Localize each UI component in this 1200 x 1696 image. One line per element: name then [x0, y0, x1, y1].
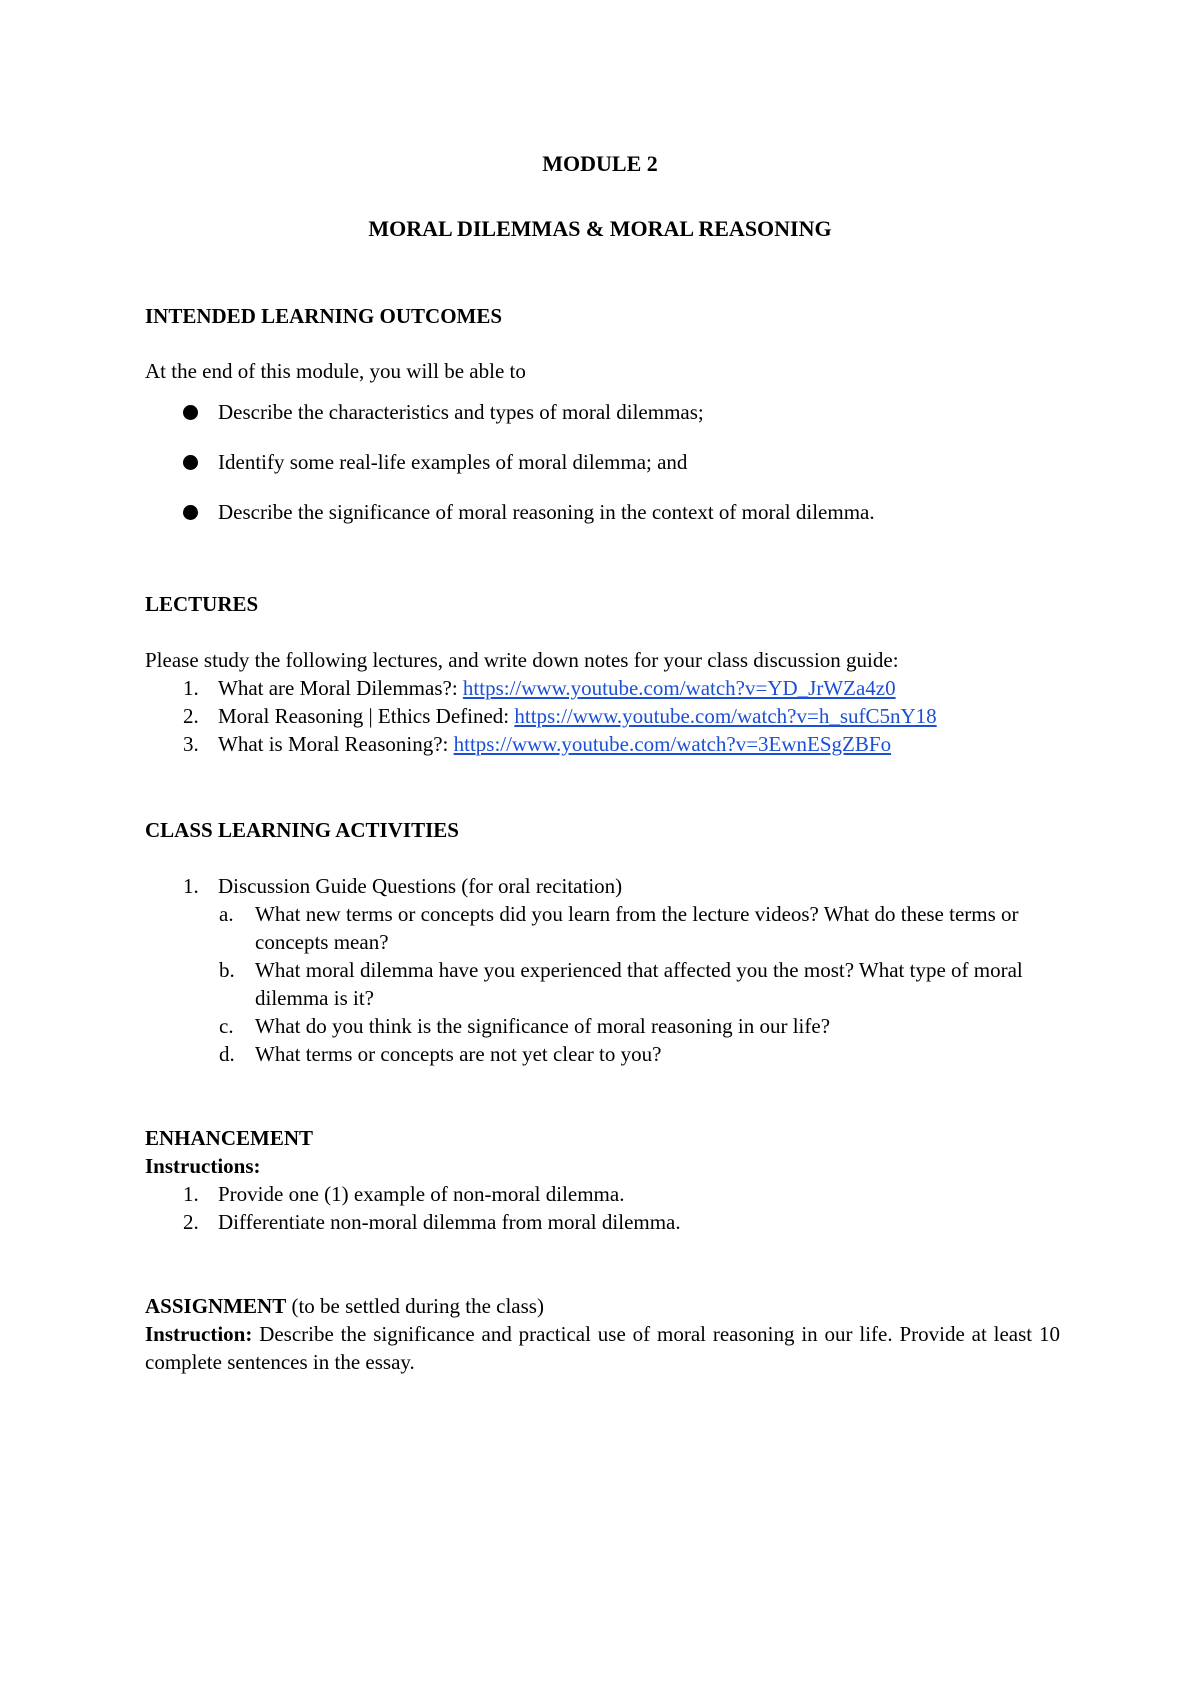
lecture-link[interactable]: https://www.youtube.com/watch?v=h_sufC5nY18 — [514, 704, 937, 728]
bullet-icon — [183, 405, 198, 420]
activity-item-text: Discussion Guide Questions (for oral recitation) — [218, 874, 623, 898]
list-number: 1. — [183, 1182, 199, 1206]
ilo-bullet-text: Describe the significance of moral reasoning in the context of moral dilemma. — [218, 500, 875, 524]
question-text: What new terms or concepts did you learn from the lecture videos? What do these terms or concepts mean? — [255, 902, 1019, 954]
enhancement-heading: ENHANCEMENT — [145, 1126, 314, 1150]
ilo-heading: INTENDED LEARNING OUTCOMES — [145, 304, 503, 328]
lecture-item-text — [218, 702, 937, 730]
bullet-icon — [183, 505, 198, 520]
activities-heading: CLASS LEARNING ACTIVITIES — [145, 818, 459, 842]
lecture-item-text — [218, 674, 896, 702]
lecture-item-text — [218, 730, 891, 758]
lecture-label: Moral Reasoning | Ethics Defined: — [218, 704, 515, 728]
assignment-instruction — [145, 1320, 1060, 1376]
assignment-instruction-text: Describe the significance and practical use of moral reasoning in our life. Provide at least 10 complete sentences in the essay. — [145, 1322, 1060, 1374]
bullet-icon — [183, 455, 198, 470]
enhancement-item-text: Differentiate non-moral dilemma from moral dilemma. — [218, 1210, 681, 1234]
list-number: 2. — [183, 704, 199, 728]
assignment-heading: ASSIGNMENT — [145, 1294, 287, 1318]
assignment-heading-line — [145, 1292, 1060, 1320]
assignment-instruction-label: Instruction: — [145, 1322, 253, 1346]
lectures-intro: Please study the following lectures, and write down notes for your class discussion guide: — [145, 648, 899, 672]
lecture-label: What are Moral Dilemmas?: — [218, 676, 463, 700]
enhancement-instructions-label: Instructions: — [145, 1154, 261, 1178]
ilo-bullet-text: Identify some real-life examples of moral dilemma; and — [218, 450, 688, 474]
enhancement-item-text: Provide one (1) example of non-moral dilemma. — [218, 1182, 625, 1206]
ilo-bullet-text: Describe the characteristics and types of moral dilemmas; — [218, 400, 704, 424]
lecture-label: What is Moral Reasoning?: — [218, 732, 454, 756]
lecture-link[interactable]: https://www.youtube.com/watch?v=YD_JrWZa4z0 — [462, 676, 896, 700]
lectures-heading: LECTURES — [145, 592, 259, 616]
question-text: What terms or concepts are not yet clear to you? — [255, 1042, 662, 1066]
list-number: 3. — [183, 732, 199, 756]
question-text: What do you think is the significance of moral reasoning in our life? — [255, 1014, 831, 1038]
module-subtitle: MORAL DILEMMAS & MORAL REASONING — [368, 216, 832, 241]
assignment-heading-note: (to be settled during the class) — [286, 1294, 544, 1318]
question-letter: b. — [219, 958, 235, 982]
question-letter: a. — [219, 902, 234, 926]
question-letter: c. — [219, 1014, 234, 1038]
lecture-link[interactable]: https://www.youtube.com/watch?v=3EwnESgZBFo — [453, 732, 892, 756]
list-number: 2. — [183, 1210, 199, 1234]
list-number: 1. — [183, 676, 199, 700]
question-letter: d. — [219, 1042, 235, 1066]
question-text: What moral dilemma have you experienced that affected you the most? What type of moral dilemma is it? — [255, 958, 1023, 1010]
ilo-intro: At the end of this module, you will be able to — [145, 359, 526, 383]
module-title: MODULE 2 — [542, 151, 658, 176]
list-number: 1. — [183, 874, 199, 898]
